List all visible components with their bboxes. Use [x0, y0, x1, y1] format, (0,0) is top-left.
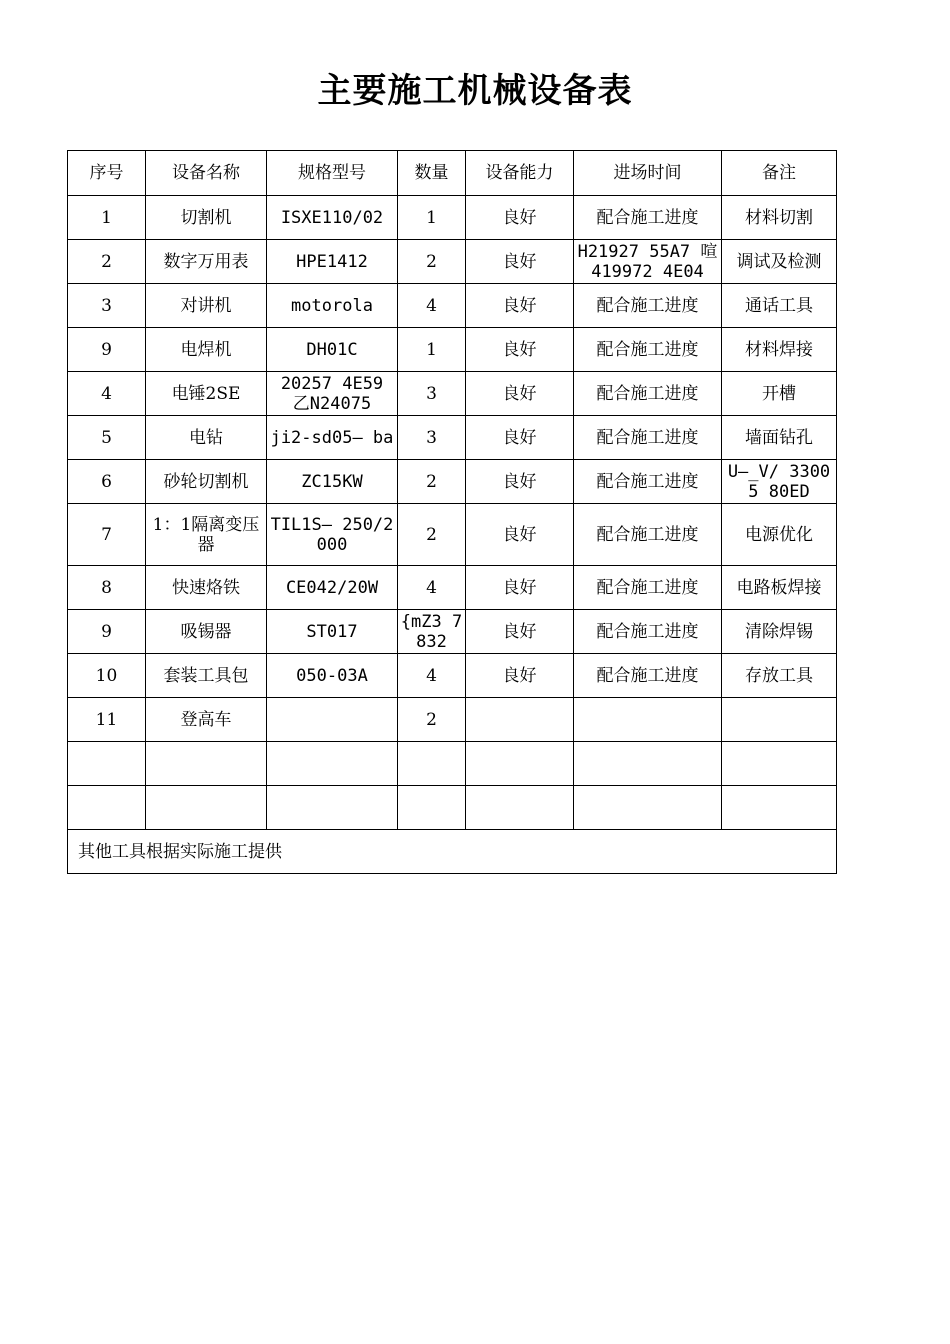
- cell-model: ji2-sd05— ba: [267, 416, 398, 460]
- cell-remarks: 电路板焊接: [722, 566, 837, 610]
- cell-model: motorola: [267, 284, 398, 328]
- table-row: [68, 460, 837, 504]
- footer-note: 其他工具根据实际施工提供: [68, 830, 837, 874]
- cell-capability: 良好: [466, 416, 574, 460]
- cell-equipment-name: 1：1隔离变压器: [146, 504, 267, 566]
- cell-index: 3: [68, 284, 146, 328]
- table-row: [68, 372, 837, 416]
- cell-remarks: 电源优化: [722, 504, 837, 566]
- cell-index: 10: [68, 654, 146, 698]
- cell-index: [68, 742, 146, 786]
- table-row: [68, 566, 837, 610]
- equipment-table: [67, 150, 837, 874]
- cell-index: 4: [68, 372, 146, 416]
- cell-equipment-name: 砂轮切割机: [146, 460, 267, 504]
- cell-entry-time: [574, 786, 722, 830]
- cell-model: TIL1S— 250/2000: [267, 504, 398, 566]
- cell-equipment-name: 登高车: [146, 698, 267, 742]
- cell-index: 9: [68, 610, 146, 654]
- table-row: [68, 196, 837, 240]
- cell-entry-time: 配合施工进度: [574, 328, 722, 372]
- cell-capability: [466, 786, 574, 830]
- table-row-empty: [68, 742, 837, 786]
- table-row: [68, 416, 837, 460]
- cell-remarks: [722, 742, 837, 786]
- cell-capability: 良好: [466, 654, 574, 698]
- cell-equipment-name: 套装工具包: [146, 654, 267, 698]
- cell-entry-time: 配合施工进度: [574, 504, 722, 566]
- cell-remarks: 开槽: [722, 372, 837, 416]
- cell-remarks: 通话工具: [722, 284, 837, 328]
- cell-quantity: 4: [398, 654, 466, 698]
- cell-capability: 良好: [466, 284, 574, 328]
- cell-remarks: U—_V/ 33005 80ED: [722, 460, 837, 504]
- cell-capability: 良好: [466, 460, 574, 504]
- page-title: 主要施工机械设备表: [317, 71, 633, 111]
- cell-model: ISXE110/02: [267, 196, 398, 240]
- cell-model: [267, 698, 398, 742]
- header-remarks: 备注: [722, 151, 837, 196]
- cell-quantity: {mZ3 7832: [398, 610, 466, 654]
- cell-capability: 良好: [466, 328, 574, 372]
- cell-model: ZC15KW: [267, 460, 398, 504]
- header-equipment-name: 设备名称: [146, 151, 267, 196]
- cell-remarks: 材料切割: [722, 196, 837, 240]
- cell-model: 20257 4E59 乙N24075: [267, 372, 398, 416]
- header-capability: 设备能力: [466, 151, 574, 196]
- table-row: [68, 240, 837, 284]
- cell-capability: [466, 698, 574, 742]
- cell-capability: [466, 742, 574, 786]
- cell-entry-time: 配合施工进度: [574, 610, 722, 654]
- cell-entry-time: 配合施工进度: [574, 654, 722, 698]
- cell-model: [267, 786, 398, 830]
- cell-index: 11: [68, 698, 146, 742]
- cell-entry-time: H21927 55A7 喧419972 4E04: [574, 240, 722, 284]
- cell-index: [68, 786, 146, 830]
- cell-index: 8: [68, 566, 146, 610]
- cell-index: 9: [68, 328, 146, 372]
- table-row: [68, 654, 837, 698]
- cell-capability: 良好: [466, 504, 574, 566]
- cell-capability: 良好: [466, 566, 574, 610]
- table-row-empty: [68, 786, 837, 830]
- cell-remarks: [722, 698, 837, 742]
- cell-entry-time: 配合施工进度: [574, 566, 722, 610]
- cell-model: DH01C: [267, 328, 398, 372]
- cell-quantity: 3: [398, 372, 466, 416]
- cell-entry-time: 配合施工进度: [574, 460, 722, 504]
- cell-model: 050-03A: [267, 654, 398, 698]
- cell-entry-time: 配合施工进度: [574, 284, 722, 328]
- cell-remarks: 材料焊接: [722, 328, 837, 372]
- cell-quantity: 4: [398, 284, 466, 328]
- table-row: [68, 504, 837, 566]
- cell-model: CE042/20W: [267, 566, 398, 610]
- cell-equipment-name: 对讲机: [146, 284, 267, 328]
- cell-equipment-name: 快速烙铁: [146, 566, 267, 610]
- cell-capability: 良好: [466, 372, 574, 416]
- cell-quantity: 3: [398, 416, 466, 460]
- cell-equipment-name: 电钻: [146, 416, 267, 460]
- cell-quantity: 2: [398, 698, 466, 742]
- cell-quantity: 1: [398, 328, 466, 372]
- cell-equipment-name: 电焊机: [146, 328, 267, 372]
- cell-quantity: 2: [398, 504, 466, 566]
- cell-index: 5: [68, 416, 146, 460]
- cell-equipment-name: 切割机: [146, 196, 267, 240]
- cell-index: 7: [68, 504, 146, 566]
- cell-remarks: 存放工具: [722, 654, 837, 698]
- cell-remarks: 清除焊锡: [722, 610, 837, 654]
- cell-model: ST017: [267, 610, 398, 654]
- cell-capability: 良好: [466, 240, 574, 284]
- cell-entry-time: [574, 698, 722, 742]
- cell-quantity: 2: [398, 460, 466, 504]
- cell-capability: 良好: [466, 610, 574, 654]
- cell-index: 1: [68, 196, 146, 240]
- cell-model: [267, 742, 398, 786]
- cell-entry-time: 配合施工进度: [574, 416, 722, 460]
- header-index: 序号: [68, 151, 146, 196]
- header-quantity: 数量: [398, 151, 466, 196]
- header-model: 规格型号: [267, 151, 398, 196]
- table-row: [68, 698, 837, 742]
- table-row: [68, 328, 837, 372]
- cell-equipment-name: 吸锡器: [146, 610, 267, 654]
- cell-index: 2: [68, 240, 146, 284]
- cell-remarks: [722, 786, 837, 830]
- table-row: [68, 610, 837, 654]
- cell-equipment-name: 电锤2SE: [146, 372, 267, 416]
- table-footer-row: [68, 830, 837, 874]
- cell-quantity: 2: [398, 240, 466, 284]
- cell-equipment-name: [146, 742, 267, 786]
- cell-capability: 良好: [466, 196, 574, 240]
- header-entry-time: 进场时间: [574, 151, 722, 196]
- table-header-row: [68, 151, 837, 196]
- cell-entry-time: 配合施工进度: [574, 196, 722, 240]
- table-row: [68, 284, 837, 328]
- cell-remarks: 调试及检测: [722, 240, 837, 284]
- cell-remarks: 墙面钻孔: [722, 416, 837, 460]
- cell-model: HPE1412: [267, 240, 398, 284]
- cell-entry-time: 配合施工进度: [574, 372, 722, 416]
- cell-quantity: 1: [398, 196, 466, 240]
- cell-quantity: 4: [398, 566, 466, 610]
- cell-entry-time: [574, 742, 722, 786]
- cell-equipment-name: 数字万用表: [146, 240, 267, 284]
- cell-index: 6: [68, 460, 146, 504]
- cell-quantity: [398, 742, 466, 786]
- cell-quantity: [398, 786, 466, 830]
- cell-equipment-name: [146, 786, 267, 830]
